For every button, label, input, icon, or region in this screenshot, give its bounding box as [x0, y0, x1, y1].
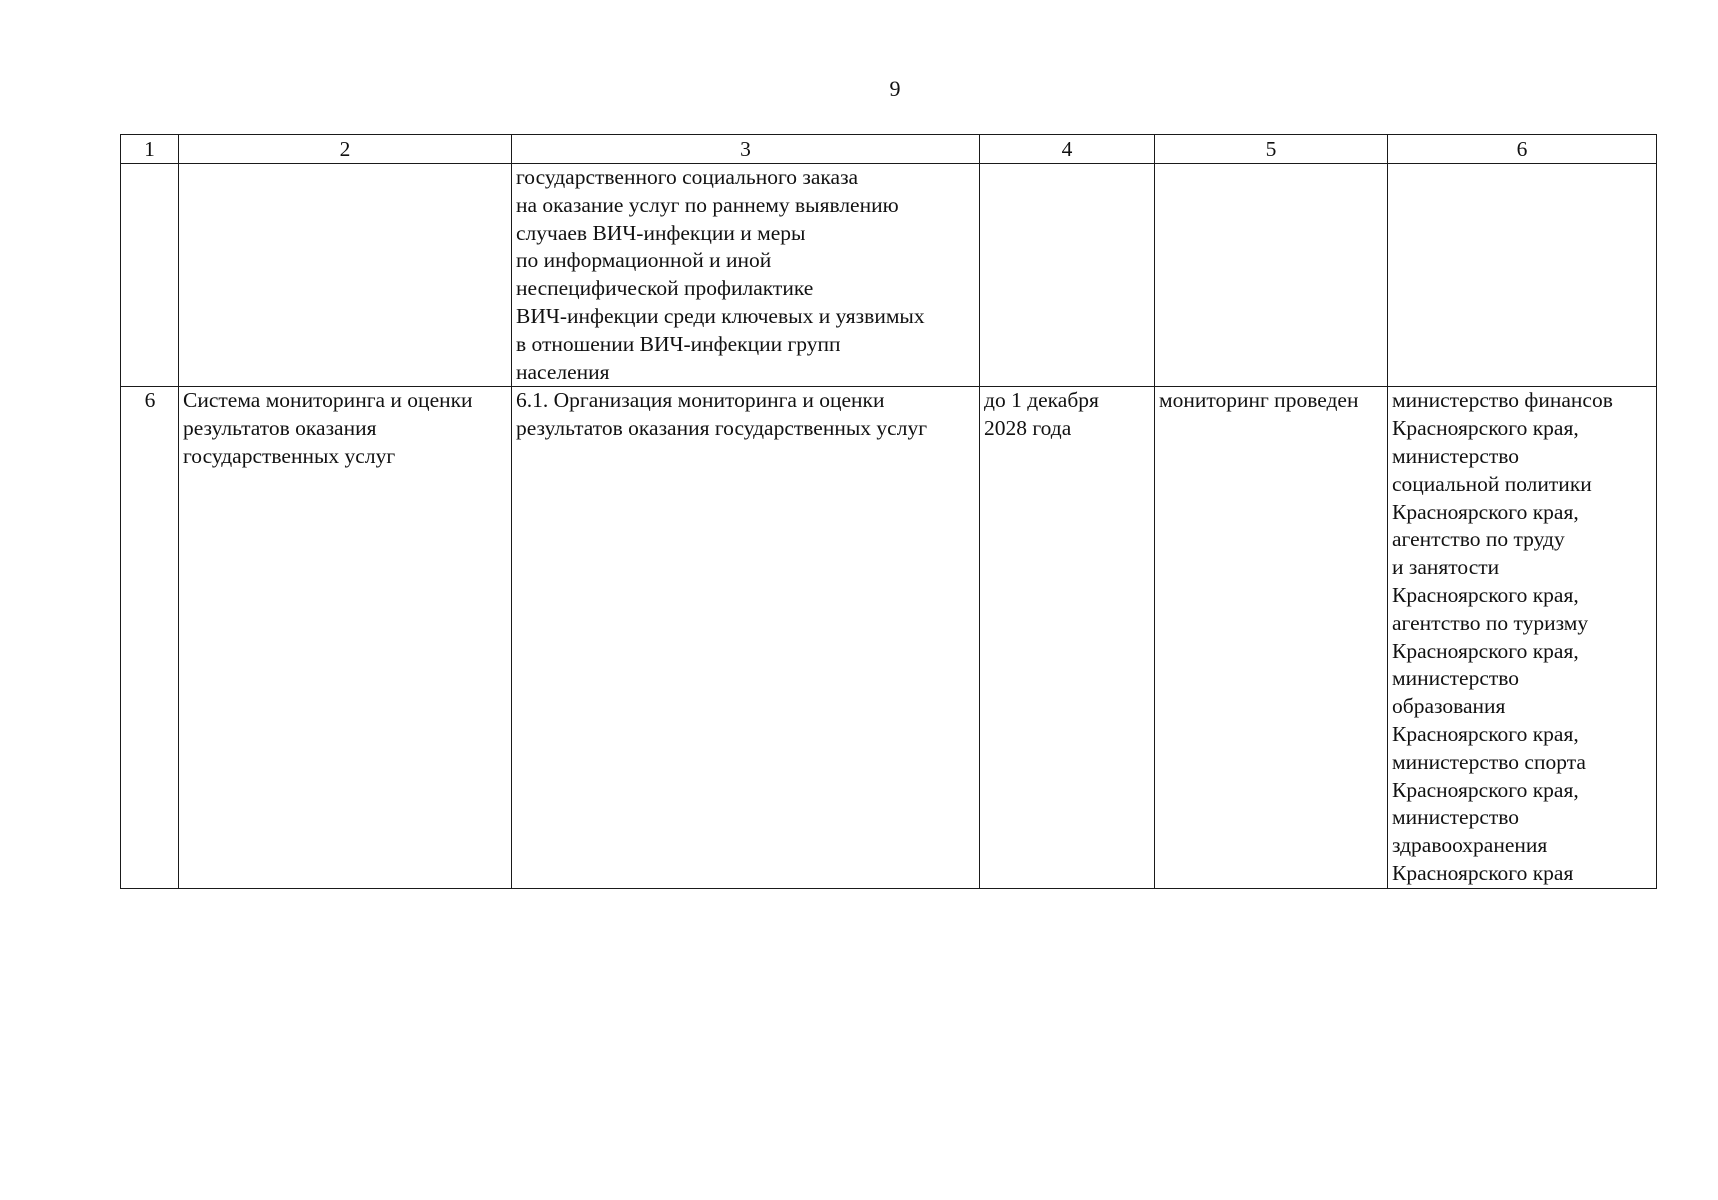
- page-number: 9: [889, 76, 901, 101]
- text-line: результатов оказания государственных услуг: [516, 416, 928, 441]
- continuation-cell-measure: [512, 164, 980, 387]
- text-line: Красноярского края,: [1392, 721, 1579, 746]
- continuation-cell-deadline: [980, 164, 1155, 387]
- text-line: агентство по туризму: [1392, 610, 1589, 635]
- responsible-cell: [1388, 387, 1657, 888]
- text-line: случаев ВИЧ-инфекции и меры: [516, 220, 806, 245]
- text-line: результатов оказания: [183, 416, 377, 441]
- text-line: на оказание услуг по раннему выявлению: [516, 192, 899, 217]
- text-line: до 1 декабря: [984, 388, 1099, 413]
- text-line: 6.1. Организация мониторинга и оценки: [516, 388, 885, 413]
- deadline-cell: [980, 387, 1155, 888]
- header-col-3: 3: [512, 135, 980, 164]
- text-line: в отношении ВИЧ-инфекции групп: [516, 331, 841, 356]
- text-line: государственного социального заказа: [516, 165, 859, 189]
- text-line: министерство финансов: [1392, 388, 1613, 413]
- text-line: 2028 года: [984, 416, 1072, 441]
- result-cell: [1155, 387, 1388, 888]
- text-line: Красноярского края,: [1392, 416, 1579, 441]
- plan-table: [120, 134, 1657, 889]
- measure-cell: [512, 387, 980, 888]
- text-line: агентство по труду: [1392, 527, 1565, 552]
- text-line: Красноярского края,: [1392, 582, 1579, 607]
- text-line: министерство: [1392, 443, 1520, 468]
- continuation-cell-number: [121, 164, 179, 387]
- header-col-2: 2: [179, 135, 512, 164]
- text-line: социальной политики: [1392, 471, 1592, 496]
- header-col-4: 4: [980, 135, 1155, 164]
- text-line: неспецифической профилактике: [516, 276, 814, 301]
- text-line: Красноярского края,: [1392, 777, 1579, 802]
- text-line: министерство спорта: [1392, 749, 1586, 774]
- text-line: Система мониторинга и оценки: [183, 388, 473, 413]
- header-col-1: 1: [121, 135, 179, 164]
- table-row-continuation: [121, 164, 1657, 387]
- header-col-5: 5: [1155, 135, 1388, 164]
- text-line: Красноярского края,: [1392, 638, 1579, 663]
- text-line: по информационной и иной: [516, 248, 772, 273]
- text-line: образования: [1392, 694, 1506, 719]
- table-header-row: [121, 135, 1657, 164]
- continuation-cell-section: [179, 164, 512, 387]
- row-number: 6: [121, 387, 179, 888]
- text-line: здравоохранения: [1392, 833, 1548, 858]
- text-line: министерство: [1392, 805, 1520, 830]
- section-cell: [179, 387, 512, 888]
- text-line: ВИЧ-инфекции среди ключевых и уязвимых: [516, 303, 925, 328]
- text-line: Красноярского края,: [1392, 499, 1579, 524]
- continuation-cell-result: [1155, 164, 1388, 387]
- table-row-6: [121, 387, 1657, 888]
- text-line: Красноярского края: [1392, 860, 1574, 885]
- header-col-6: 6: [1388, 135, 1657, 164]
- text-line: мониторинг проведен: [1159, 388, 1359, 413]
- text-line: государственных услуг: [183, 443, 396, 468]
- continuation-cell-responsible: [1388, 164, 1657, 387]
- text-line: населения: [516, 359, 610, 384]
- text-line: и занятости: [1392, 555, 1500, 580]
- text-line: министерство: [1392, 666, 1520, 691]
